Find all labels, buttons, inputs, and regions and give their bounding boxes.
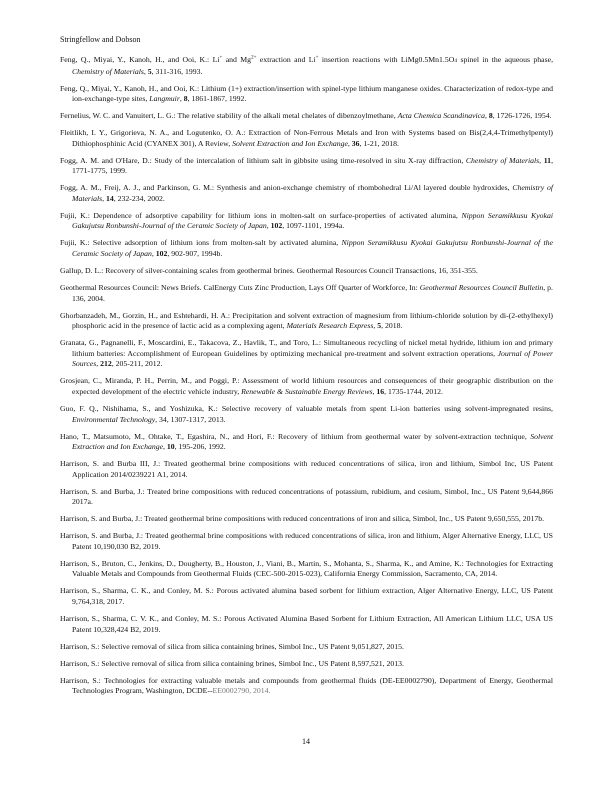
- reference-entry: [60, 586, 553, 607]
- reference-text: Gallup, D. L.: Recovery of silver-containing scales from geothermal brines. Geothermal Resources Council Transactions, 16, 351-355.: [60, 266, 478, 276]
- reference-text: 8: [183, 94, 188, 104]
- reference-text: Harrison, S. and Burba, J.: Treated geothermal brine compositions with reduced concentrations of silica, iron and lithium, Alger Alternative Energy, LLC, US Patent 10,190,030 B2, 2019.: [60, 531, 553, 551]
- reference-text: Fujii, K.: Dependence of adsorptive capability for lithium ions in molten-salt on surface-properties of activated alumina,: [60, 210, 462, 220]
- running-header: Stringfellow and Dobson: [60, 35, 141, 44]
- reference-text: 36: [351, 138, 360, 148]
- reference-text: ,: [96, 359, 101, 369]
- reference-text: ,: [485, 111, 489, 121]
- reference-text: Feng, Q., Miyai, Y., Kanoh, H., and Ooi, K.: Lithium (1+) extraction/insertion with spinel-type lithium manganese oxides. Characterization of redox-type and ion-exchange-type sites,: [60, 83, 553, 104]
- reference-text: Fernelius, W. C. and Vanuitert, L. G.: The relative stability of the alkali metal chelates of dibenzoylmethane,: [60, 111, 398, 121]
- reference-text: +: [315, 55, 319, 61]
- reference-text: , 195-206, 1992.: [174, 442, 226, 452]
- reference-text: Fogg, A. M. and O'Hare, D.: Study of the intercalation of lithium salt in gibbsite using time-resolved in situ X-ray diffraction,: [60, 155, 466, 165]
- reference-text: Harrison, S. and Burba III, J.: Treated geothermal brine compositions with reduced concentrations of silica, iron and lithium, Simbol Inc, US Patent Application 2014/0239221 A1, 2014.: [60, 459, 553, 479]
- reference-text: Materials Research Express: [286, 321, 374, 331]
- reference-text: Fujii, K.: Selective adsorption of lithium ions from molten-salt by activated alumina,: [60, 238, 342, 248]
- reference-text: ,: [347, 138, 352, 148]
- reference-text: ,: [179, 94, 184, 104]
- reference-text: 11: [543, 155, 552, 165]
- reference-text: Chemistry of Materials: [72, 66, 144, 76]
- reference-entry: [60, 211, 553, 232]
- reference-text: ,: [151, 249, 156, 259]
- reference-text: 16: [376, 386, 385, 396]
- reference-text: Harrison, S. and Burba, J.: Treated geothermal brine compositions with reduced concentrations of iron and silica, Simbol, Inc., US Patent 9,650,555, 2017b.: [60, 514, 545, 524]
- reference-text: Ghorbanzadeh, M., Gorzin, H., and Eshtehardi, H. A.: Precipitation and solvent extraction of magnesium from lithium-chloride solution by di-(2-ethylhexyl) phosphoric acid in the presence of lactic acid as a complexing agent,: [60, 310, 553, 331]
- reference-text: ,: [373, 321, 378, 331]
- reference-text: , 1735-1744, 2012.: [384, 386, 443, 396]
- reference-text: Renewable & Sustainable Energy Reviews: [241, 386, 373, 396]
- reference-text: Hano, T., Matsumoto, M., Ohtake, T., Egashira, N., and Hori, F.: Recovery of lithium from geothermal water by solvent-extraction technique,: [60, 431, 531, 441]
- reference-entry: [60, 128, 553, 149]
- page-number: 14: [302, 737, 310, 746]
- reference-text: , 311-316, 1993.: [151, 66, 203, 76]
- reference-entry: [60, 559, 553, 580]
- reference-text: Chemistry of Materials: [465, 155, 540, 165]
- reference-text: , 232-234, 2002.: [113, 193, 165, 203]
- reference-entry: [60, 84, 553, 105]
- reference-entry: [60, 459, 553, 480]
- reference-text: , 1771-1775, 1999.: [72, 155, 553, 176]
- reference-entry: [60, 156, 553, 177]
- reference-entry: [60, 55, 553, 77]
- reference-text: Fogg, A. M., Freij, A. J., and Parkinson, G. M.: Synthesis and anion-exchange chemistry of rhombohedral Li/Al layered double hydroxides,: [60, 183, 513, 193]
- reference-text: EE0002790, 2014.: [212, 686, 271, 696]
- reference-text: Nippon Seramikkusu Kyokai Gakujutsu Ronbunshi-Journal of the Ceramic Society of Japan: [72, 238, 553, 259]
- reference-text: Feng, Q., Miyai, Y., Kanoh, H., and Ooi, K.: Li: [60, 55, 220, 64]
- reference-text: Harrison, S.: Selective removal of silica from silica containing brines, Simbol Inc., US Patent 9,051,827, 2015.: [60, 641, 404, 651]
- reference-text: ,: [539, 155, 544, 165]
- reference-text: Granata, G., Pagnanelli, F., Moscardini, E., Takacova, Z., Havlik, T., and Toro, L.: Simultaneous recycling of nickel metal hydride, lithium ion and primary lithium batteries: Accomplishment of European Guidelines by optimizing mechanical pre-treatment and solvent extraction operations,: [60, 338, 553, 358]
- reference-text: Solvent Extraction and Ion Exchange: [232, 138, 348, 148]
- reference-entry: [60, 487, 553, 508]
- reference-text: Environmental Technology: [72, 414, 156, 424]
- reference-text: Harrison, S.: Selective removal of silica from silica containing brines, Simbol Inc., US Patent 8,597,521, 2013.: [60, 658, 404, 668]
- reference-text: 5: [147, 66, 152, 76]
- reference-text: extraction and Li: [256, 55, 316, 64]
- reference-text: Harrison, S., Sharma, C. K., and Conley, M. S.: Porous activated alumina based sorbent for lithium extraction, Alger Alternative Energy, LLC, US Patent 9,764,318, 2017.: [60, 586, 553, 606]
- reference-entry: [60, 642, 553, 653]
- reference-list: [60, 55, 553, 703]
- reference-entry: [60, 432, 553, 453]
- reference-text: 10: [166, 442, 175, 452]
- reference-entry: [60, 266, 553, 277]
- reference-text: , 2018.: [381, 321, 403, 331]
- reference-text: , 1-21, 2018.: [359, 138, 399, 148]
- reference-text: spinel in the aqueous phase,: [457, 55, 554, 64]
- reference-text: 2+: [251, 55, 257, 61]
- reference-text: 4: [454, 58, 458, 64]
- reference-text: 102: [270, 221, 283, 231]
- reference-text: , 205-211, 2012.: [111, 359, 163, 369]
- reference-text: , 1097-1101, 1994a.: [282, 221, 345, 231]
- reference-text: , 1726-1726, 1954.: [492, 111, 552, 121]
- reference-text: Grosjean, C., Miranda, P. H., Perrin, M., and Poggi, P.: Assessment of world lithium resources and consequences of their geographic distribution on the expected development of the electric vehicle industry,: [60, 376, 553, 396]
- reference-text: and Mg: [222, 55, 252, 64]
- reference-text: Acta Chemica Scandinavica: [397, 111, 485, 121]
- reference-text: , p. 136, 2004.: [72, 283, 553, 303]
- reference-entry: [60, 514, 553, 525]
- reference-entry: [60, 376, 553, 397]
- reference-entry: [60, 283, 553, 304]
- reference-text: Harrison, S., Sharma, C. V. K., and Conley, M. S.: Porous Activated Alumina Based Sorbent for Lithium Extraction, All American Lithium LLC, USA US Patent 10,328,424 B2, 2019.: [60, 613, 553, 634]
- reference-text: Chemistry of Materials: [72, 183, 553, 203]
- reference-text: Solvent Extraction and Ion Exchange: [72, 431, 553, 452]
- reference-text: Geothermal Resources Council Bulletin: [419, 283, 544, 293]
- reference-text: Geothermal Resources Council: News Briefs. CalEnergy Cuts Zinc Production, Lays Off Quarter of Workforce, In:: [60, 283, 420, 293]
- reference-text: Guo, F. Q., Nishihama, S., and Yoshizuka, K.: Selective recovery of valuable metals from spent Li-ion batteries using solvent-impregnated resins,: [60, 403, 553, 413]
- reference-text: Langmuir: [149, 94, 180, 104]
- reference-text: Fleitlikh, I. Y., Grigorieva, N. A., and Logutenko, O. A.: Extraction of Non-Ferrous Metals and Iron with Systems based on Bis(2,4,4-Trimethylpentyl) Dithiophosphinic Acid (CYANEX 301), A Review,: [60, 128, 553, 148]
- reference-text: 5: [377, 321, 382, 331]
- reference-entry: [60, 614, 553, 635]
- reference-text: +: [219, 55, 223, 61]
- reference-entry: [60, 111, 553, 122]
- reference-text: , 34, 1307-1317, 2013.: [155, 414, 226, 424]
- reference-text: , 902-907, 1994b.: [167, 249, 223, 259]
- reference-entry: [60, 338, 553, 370]
- reference-text: 8: [488, 111, 493, 121]
- reference-text: ,: [143, 66, 148, 76]
- reference-text: Harrison, S. and Burba, J.: Treated brine compositions with reduced concentrations of potassium, rubidium, and cesium, Simbol, Inc., US Patent 9,644,866 2017a.: [60, 486, 553, 507]
- reference-entry: [60, 183, 553, 204]
- reference-text: ,: [372, 386, 377, 396]
- reference-entry: [60, 531, 553, 552]
- reference-text: 14: [106, 193, 114, 203]
- reference-text: Harrison, S.: Technologies for extracting valuable metals and compounds from geothermal fluids (DE-EE0002790), Department of Energy, Geothermal Technologies Program, Washington, DCDE--: [60, 675, 553, 696]
- reference-text: Harrison, S., Bruton, C., Jenkins, D., Dougherty, B., Houston, J., Viani, B., Martin, S., Mohanta, S., Sharma, K., and Amine, K.: Technologies for Extracting Valuable Metals and Compounds from Geothermal Fluids (CEC-500-2015-023), California Energy Commission, Sacramento, CA, 2014.: [60, 558, 553, 579]
- reference-text: 212: [100, 359, 112, 369]
- reference-entry: [60, 311, 553, 332]
- reference-entry: [60, 676, 553, 697]
- reference-text: Journal of Power Sources: [72, 348, 553, 369]
- reference-entry: [60, 404, 553, 425]
- reference-text: ,: [102, 193, 107, 203]
- reference-text: 102: [155, 249, 168, 259]
- reference-text: ,: [163, 442, 167, 452]
- reference-entry: [60, 238, 553, 259]
- reference-entry: [60, 659, 553, 670]
- reference-text: , 1861-1867, 1992.: [187, 94, 247, 104]
- reference-text: insertion reactions with LiMg0.5Mn1.5O: [318, 55, 455, 64]
- reference-text: Nippon Seramikkusu Kyokai Gakujutsu Ronbunshi-Journal of the Ceramic Society of Japan,: [72, 210, 553, 231]
